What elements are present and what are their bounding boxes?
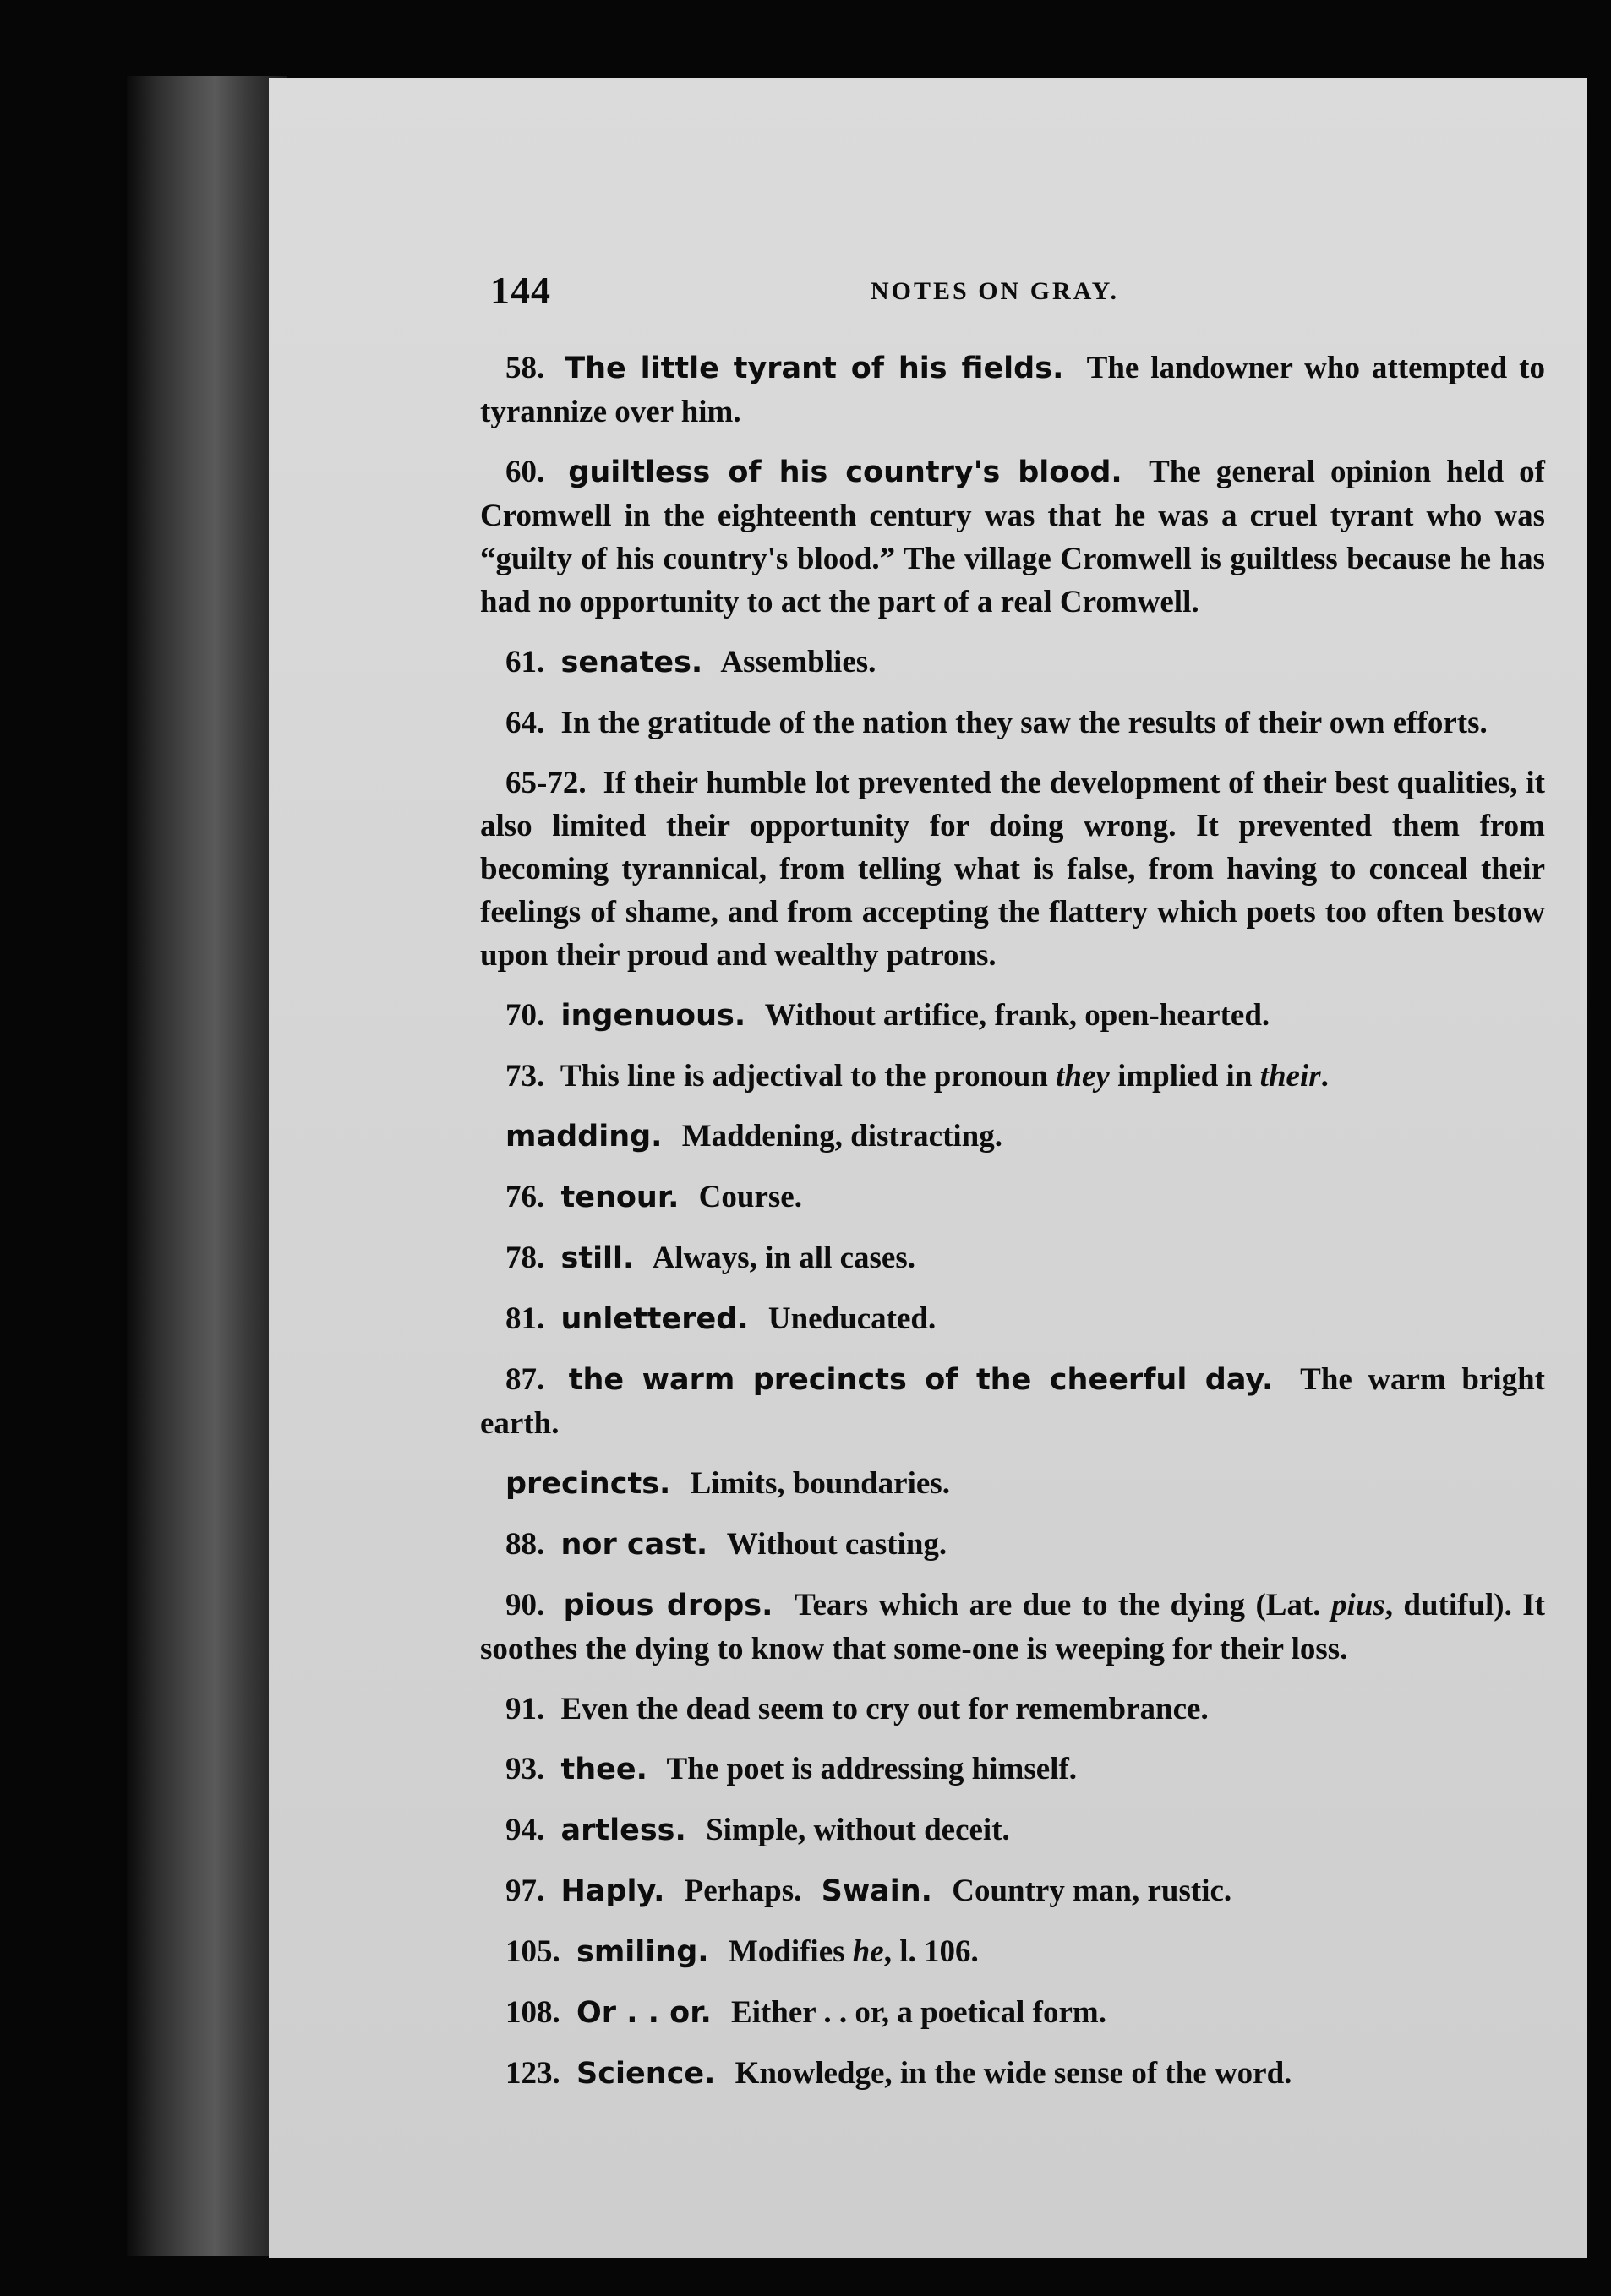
note-gloss: If their humble lot prevented the development of their best qualities, it also limited their opportunity for doing wrong. It prevented them from becoming tyrannical, from telling what is false, from having to conceal their feelings of shame, and from accepting the flattery which poets too often bestow upon their proud and wealthy patrons. [480, 766, 1545, 973]
note-lemma: ingenuous. [560, 999, 746, 1033]
note-gloss: Simple, without deceit. [706, 1813, 1010, 1847]
note-number: 60. [505, 455, 545, 489]
note-number: 78. [505, 1241, 545, 1275]
note-105 [480, 1930, 1545, 1974]
book-page [269, 78, 1587, 2258]
note-gloss: Perhaps. [684, 1873, 802, 1908]
note-number: 65-72. [505, 766, 587, 800]
note-gloss: Knowledge, in the wide sense of the word. [735, 2056, 1292, 2091]
note-gloss-secondary: Country man, rustic. [952, 1873, 1232, 1908]
note-70 [480, 994, 1545, 1038]
note-lemma: the warm precincts of the cheerful day. [568, 1363, 1274, 1397]
gloss-text: . [1320, 1059, 1329, 1093]
note-number: 108. [505, 1995, 560, 2030]
note-gloss: Either . . or, a poetical form. [731, 1995, 1106, 2030]
note-number: 88. [505, 1527, 545, 1562]
note-64 [480, 701, 1545, 744]
note-number: 70. [505, 998, 545, 1033]
note-lemma: tenour. [560, 1181, 680, 1214]
note-gloss: Course. [698, 1180, 802, 1214]
gloss-italic: he [852, 1934, 884, 1969]
note-lemma: Science. [576, 2057, 716, 2091]
note-lemma: smiling. [576, 1935, 709, 1969]
note-lemma: madding. [505, 1120, 663, 1153]
note-number: 73. [505, 1059, 545, 1093]
note-gloss: Assemblies. [720, 645, 876, 679]
note-87 [480, 1358, 1545, 1445]
note-lemma-secondary: Swain. [821, 1874, 932, 1908]
note-97 [480, 1869, 1545, 1913]
note-65-72 [480, 761, 1545, 977]
note-number: 94. [505, 1813, 545, 1847]
note-number: 87. [505, 1362, 545, 1397]
gloss-text: implied in [1109, 1059, 1260, 1093]
gloss-italic: pius [1330, 1588, 1385, 1622]
note-gloss: The poet is addressing himself. [666, 1752, 1078, 1786]
note-60 [480, 450, 1545, 624]
note-madding [480, 1115, 1545, 1159]
gloss-text: Tears which are due to the dying (Lat. [795, 1588, 1331, 1622]
note-lemma: guiltless of his country's blood. [568, 455, 1122, 489]
note-gloss [560, 1059, 1329, 1093]
note-78 [480, 1236, 1545, 1280]
note-gloss: Without casting. [726, 1527, 947, 1562]
page-number: 144 [490, 269, 551, 312]
note-gloss: The landowner who attempted to tyrannize over him. [480, 351, 1545, 429]
book-binding [127, 76, 287, 2256]
note-number: 81. [505, 1301, 545, 1336]
note-number: 64. [505, 706, 545, 740]
note-precincts [480, 1462, 1545, 1506]
note-number: 91. [505, 1692, 545, 1726]
note-lemma: still. [560, 1241, 635, 1275]
gloss-text: , l. 106. [883, 1934, 979, 1969]
note-number: 90. [505, 1588, 545, 1622]
note-108 [480, 1991, 1545, 2035]
note-91 [480, 1688, 1545, 1731]
note-81 [480, 1297, 1545, 1341]
note-number: 97. [505, 1873, 545, 1908]
note-94 [480, 1808, 1545, 1852]
note-gloss: Even the dead seem to cry out for remembrance. [560, 1692, 1209, 1726]
running-title: NOTES ON GRAY. [871, 277, 1120, 305]
note-lemma: The little tyrant of his fields. [565, 352, 1064, 385]
note-gloss: The general opinion held of Cromwell in the eighteenth century was that he was a cruel tyrant who was “guilty of his country's blood.” The village Cromwell is guiltless because he has had no opportunity to act the part of a real Cromwell. [480, 455, 1546, 619]
note-88 [480, 1523, 1545, 1567]
note-gloss: The warm bright earth. [480, 1362, 1545, 1441]
note-76 [480, 1175, 1545, 1219]
note-123 [480, 2052, 1545, 2096]
note-lemma: artless. [560, 1813, 686, 1847]
gloss-text: This line is adjectival to the pronoun [560, 1059, 1057, 1093]
note-93 [480, 1748, 1545, 1792]
note-lemma: precincts. [505, 1467, 671, 1501]
note-lemma: senates. [560, 646, 703, 679]
note-gloss [729, 1934, 979, 1969]
note-lemma: thee. [560, 1753, 647, 1786]
note-number: 58. [505, 351, 545, 385]
notes-list [480, 346, 1545, 2113]
gloss-italic: they [1056, 1059, 1110, 1093]
note-lemma: nor cast. [560, 1528, 708, 1562]
note-lemma: Or . . or. [576, 1996, 712, 2030]
note-number: 61. [505, 645, 545, 679]
note-gloss: Limits, boundaries. [690, 1466, 950, 1501]
note-lemma: unlettered. [560, 1302, 749, 1336]
gloss-italic: their [1259, 1059, 1321, 1093]
note-number: 105. [505, 1934, 560, 1969]
note-gloss: Uneducated. [767, 1301, 937, 1336]
note-lemma: Haply. [560, 1874, 665, 1908]
note-gloss: In the gratitude of the nation they saw the results of their own efforts. [560, 706, 1488, 740]
note-gloss: Always, in all cases. [652, 1241, 916, 1275]
gloss-text: , dutiful). It soothes the dying to know that some-one is weeping for their loss. [480, 1588, 1545, 1666]
note-58 [480, 346, 1545, 434]
note-gloss: Without artifice, frank, open-hearted. [764, 998, 1270, 1033]
note-73 [480, 1055, 1545, 1098]
note-lemma: pious drops. [563, 1589, 773, 1622]
gloss-text: Modifies [728, 1934, 853, 1969]
note-number: 76. [505, 1180, 545, 1214]
note-number: 93. [505, 1752, 545, 1786]
note-90 [480, 1584, 1545, 1671]
note-61 [480, 641, 1545, 684]
note-number: 123. [505, 2056, 560, 2091]
note-gloss: Maddening, distracting. [681, 1119, 1003, 1153]
